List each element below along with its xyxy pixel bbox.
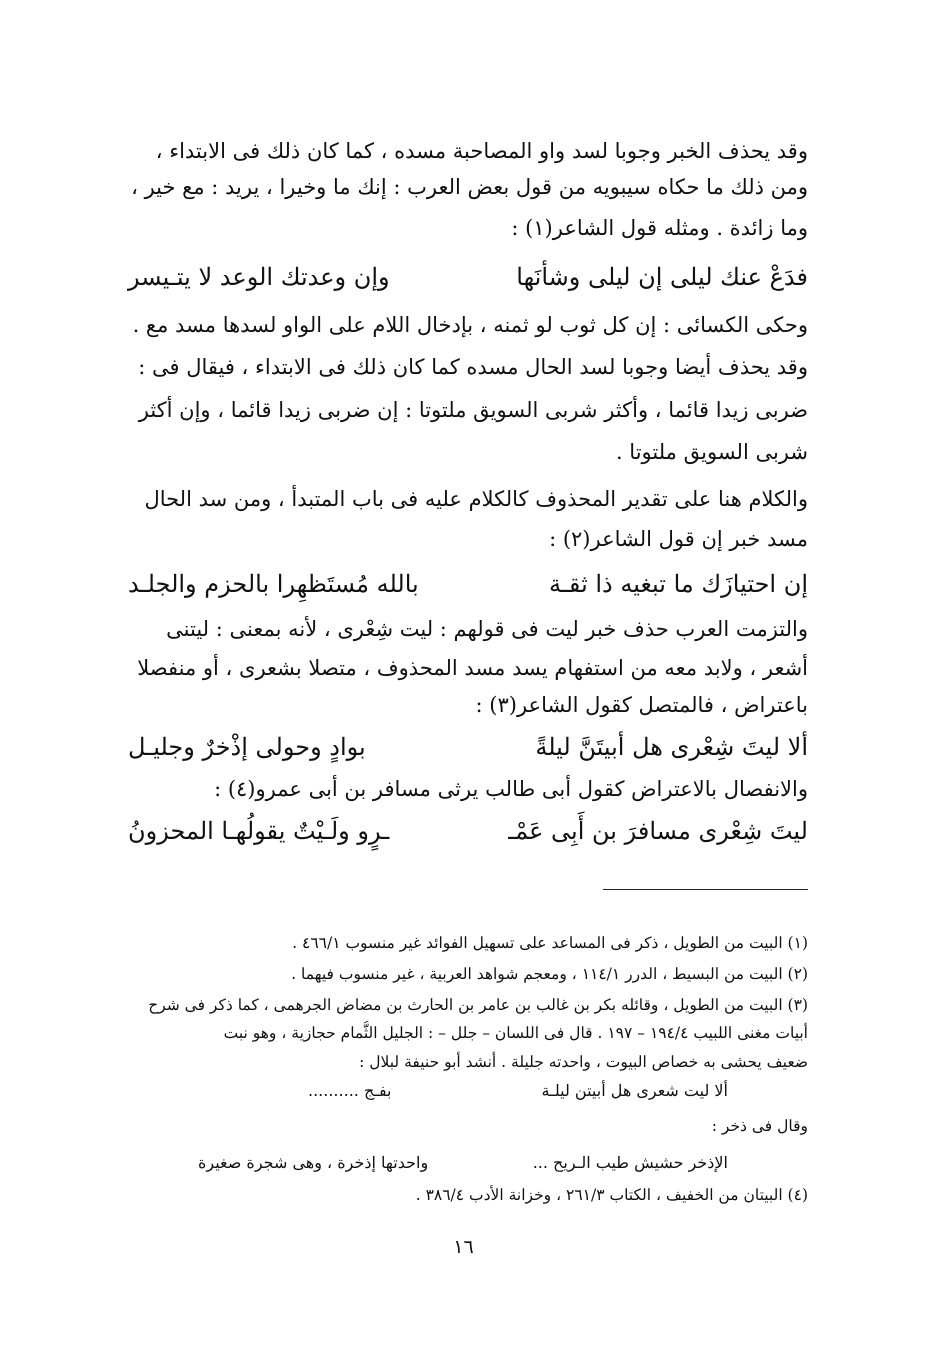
text-line: باعتراض ، فالمتصل كقول الشاعر(٣) : — [475, 693, 808, 717]
footnote-1: (١) البيت من الطويل ، ذكر فى المساعد على تسهيل الفوائد غير منسوب ٤٦٦/١ . — [292, 934, 808, 952]
verse-4-first-hemistich: ليتَ شِعْرى مسافرَ بن أَبِى عَمْـ — [508, 817, 808, 845]
footnote-verse-second-hemistich: بفـج .......... — [308, 1081, 392, 1100]
footnote-3-verse-2 — [128, 1153, 728, 1179]
text-line: ضربى زيدا قائما ، وأكثر شربى السويق ملتوتا : إن ضربى زيدا قائما ، وإن أكثر — [138, 398, 808, 422]
footnote-verse-first-hemistich: الإذخر حشيش طيب الـريح ... — [532, 1153, 728, 1172]
verse-2-first-hemistich: إن احتيازَك ما تبغيه ذا ثقـة — [549, 570, 808, 598]
verse-4 — [128, 812, 808, 850]
verse-1-second-hemistich: وإن وعدتك الوعد لا يتـيسر — [128, 263, 390, 291]
footnote-separator — [603, 889, 808, 890]
text-line: والانفصال بالاعتراض كقول أبى طالب يرثى مسافر بن أبى عمرو(٤) : — [214, 777, 808, 801]
text-line: والتزمت العرب حذف خبر ليت فى قولهم : ليت شِعْرى ، لأنه بمعنى : ليتنى — [166, 617, 808, 641]
footnote-3: (٣) البيت من الطويل ، وقائله بكر بن غالب بن عامر بن الحارث بن مضاض الجرهمى ، كما ذكر فى شرح — [148, 996, 808, 1014]
footnote-3-line: ضعيف يحشى به خصاص البيوت ، واحدته جليلة . أنشد أبو حنيفة لبلال : — [359, 1053, 808, 1071]
text-line: ومن ذلك ما حكاه سيبويه من قول بعض العرب : إنك ما وخيرا ، يريد : مع خير ، — [131, 175, 808, 199]
verse-2 — [128, 565, 808, 603]
verse-1-first-hemistich: فدَعْ عنك ليلى إن ليلى وشأنَها — [516, 263, 808, 291]
text-line: وقد يحذف أيضا وجوبا لسد الحال مسده كما كان ذلك فى الابتداء ، فيقال فى : — [138, 355, 808, 379]
text-line: والكلام هنا على تقدير المحذوف كالكلام عليه فى باب المتبدأ ، ومن سد الحال — [144, 487, 808, 511]
footnote-3-line: أبيات مغنى اللبيب ١٩٤/٤ – ١٩٧ . قال فى اللسان – جلل – : الجليل الثُّمام حجازية ، وهو نبت — [223, 1024, 808, 1042]
verse-3-second-hemistich: بوادٍ وحولى إذْخرٌ وجليـل — [128, 733, 366, 761]
text-line: شربى السويق ملتوتا . — [615, 440, 808, 464]
verse-1 — [128, 258, 808, 296]
verse-4-second-hemistich: ـرٍو ولَـيْتٌ يقولُهـا المحزونُ — [128, 817, 390, 845]
footnote-3-line: وقال فى ذخر : — [711, 1117, 808, 1135]
text-line: مسد خبر إن قول الشاعر(٢) : — [549, 527, 808, 551]
footnote-verse-second-hemistich: واحدتها إذخرة ، وهى شجرة صغيرة — [198, 1153, 429, 1172]
text-line: أشعر ، ولابد معه من استفهام يسد مسد المحذوف ، متصلا بشعرى ، أو منفصلا — [137, 656, 808, 680]
footnote-3-verse — [128, 1081, 728, 1107]
footnote-4: (٤) البيتان من الخفيف ، الكتاب ٢٦١/٣ ، وخزانة الأدب ٣٨٦/٤ . — [415, 1186, 808, 1204]
verse-3-first-hemistich: ألا ليتَ شِعْرى هل أبيتَنَّ ليلةً — [535, 733, 808, 761]
text-line: وقد يحذف الخبر وجوبا لسد واو المصاحبة مسده ، كما كان ذلك فى الابتداء ، — [155, 139, 808, 163]
verse-2-second-hemistich: بالله مُستَظهِرا بالحزم والجلـد — [128, 570, 419, 598]
footnote-verse-first-hemistich: ألا ليت شعرى هل أبيتن ليلـة — [541, 1081, 728, 1100]
footnote-2: (٢) البيت من البسيط ، الدرر ١١٤/١ ، ومعجم شواهد العربية ، غير منسوب فيهما . — [291, 965, 808, 983]
verse-3 — [128, 728, 808, 766]
text-line: وحكى الكسائى : إن كل ثوب لو ثمنه ، بإدخال اللام على الواو لسدها مسد مع . — [132, 313, 808, 337]
text-line: وما زائدة . ومثله قول الشاعر(١) : — [511, 216, 808, 240]
page-number: ١٦ — [453, 1236, 474, 1258]
